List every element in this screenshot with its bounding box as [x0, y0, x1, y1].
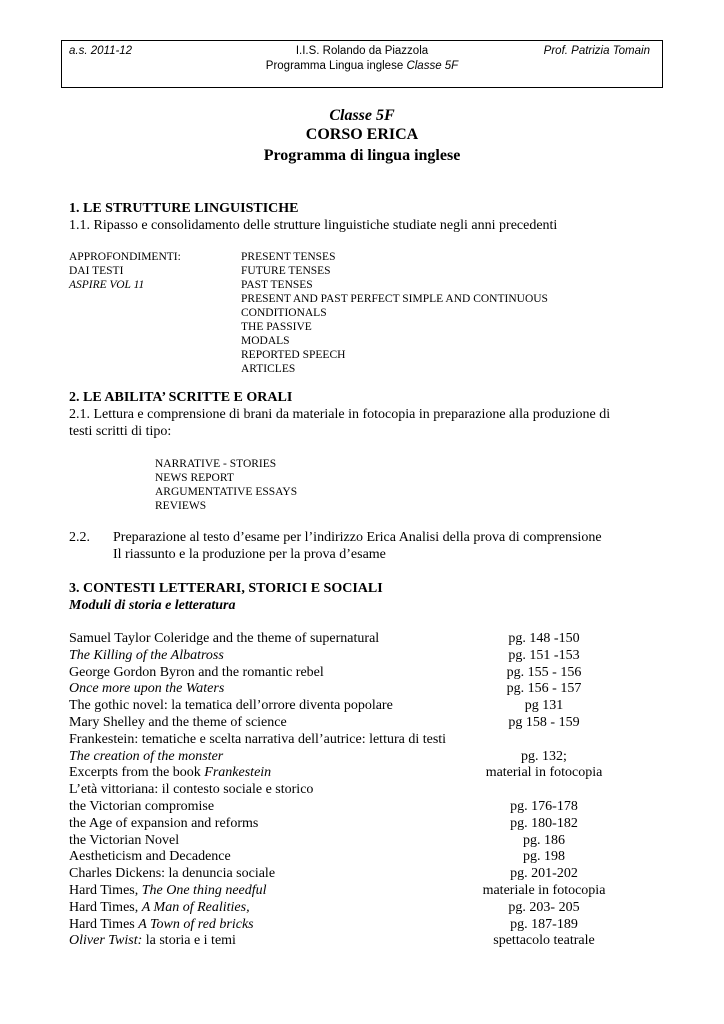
section-3-heading: 3. CONTESTI LETTERARI, STORICI E SOCIALI	[69, 581, 383, 596]
section-2-sub-line1: 2.1. Lettura e comprensione di brani da materiale in fotocopia in preparazione alla produzione di	[69, 407, 611, 422]
topic-text: Aestheticism and Decadence	[69, 849, 231, 865]
literature-row	[69, 749, 629, 766]
topic-italic-title: The creation of the monster	[69, 748, 224, 764]
program-line: Programma Lingua inglese Classe 5F	[265, 60, 459, 72]
literature-topic	[69, 782, 313, 798]
topic-text: Samuel Taylor Coleridge and the theme of supernatural	[69, 631, 380, 646]
topic-italic-title: The Killing of the Albatross	[69, 647, 224, 663]
grammar-item: REPORTED SPEECH	[241, 349, 346, 361]
paragraph-2-2-line1: Preparazione al testo d’esame per l’indirizzo Erica Analisi della prova di comprensione	[113, 530, 602, 545]
page-reference: pg 131	[524, 698, 564, 714]
page-reference: spettacolo teatrale	[493, 933, 595, 949]
grammar-item: MODALS	[241, 335, 290, 347]
page-reference: materiale in fotocopia	[482, 883, 606, 898]
page-reference: pg. 203- 205	[508, 899, 580, 915]
text-type-item: NEWS REPORT	[155, 472, 234, 484]
topic-text: The gothic novel: la tematica dell’orrore diventa popolare	[69, 698, 393, 714]
topic-text: the Victorian compromise	[69, 799, 215, 814]
literature-topic	[69, 681, 224, 697]
topic-text-suffix: la storia e i temi	[142, 933, 236, 949]
topic-text: Hard Times,	[69, 883, 142, 898]
literature-row	[69, 883, 629, 900]
grammar-item: PRESENT TENSES	[241, 251, 336, 263]
literature-row	[69, 799, 629, 816]
literature-topic	[69, 883, 267, 899]
page-reference: pg. 187-189	[510, 916, 578, 932]
page-reference: pg. 156 - 157	[506, 681, 582, 697]
topic-text: L’età vittoriana: il contesto sociale e storico	[69, 782, 314, 798]
literature-topic	[69, 631, 379, 647]
topic-italic-title: A Town of red bricks	[138, 916, 254, 932]
section-1-sub: 1.1. Ripasso e consolidamento delle strutture linguistiche studiate negli anni precedenti	[69, 218, 558, 233]
grammar-item: THE PASSIVE	[241, 321, 312, 333]
literature-row	[69, 782, 629, 799]
literature-row	[69, 648, 629, 665]
paragraph-2-2-number: 2.2.	[69, 530, 90, 545]
page-reference: pg. 180-182	[510, 815, 578, 831]
page-reference: pg. 132;	[521, 748, 567, 764]
literature-topic	[69, 849, 231, 865]
literature-topic	[69, 833, 179, 849]
teacher-name: Prof. Patrizia Tomain	[543, 45, 650, 57]
section-2-heading: 2. LE ABILITA’ SCRITTE E ORALI	[69, 390, 293, 405]
literature-row	[69, 866, 629, 883]
page-header	[61, 40, 663, 88]
topic-text: the Age of expansion and reforms	[69, 815, 259, 831]
class-title: Classe 5F	[329, 107, 395, 124]
literature-row	[69, 765, 629, 782]
literature-row	[69, 917, 629, 934]
page-reference: pg. 151 -153	[508, 647, 580, 663]
aspire-label: ASPIRE VOL 11	[69, 279, 145, 291]
program-title: Programma di lingua inglese	[263, 147, 461, 164]
topic-italic-title: Oliver Twist:	[69, 933, 143, 949]
paragraph-2-2-line2: Il riassunto e la produzione per la prova d’esame	[113, 547, 386, 562]
topic-text: George Gordon Byron and the romantic rebel	[69, 664, 324, 680]
grammar-item: CONDITIONALS	[241, 307, 327, 319]
page-reference: pg. 198	[523, 849, 565, 865]
literature-topic	[69, 799, 214, 815]
literature-topic	[69, 866, 275, 882]
literature-topic	[69, 665, 324, 681]
topic-italic-title: Frankestein	[204, 765, 272, 781]
section-2-sub-line2: testi scritti di tipo:	[69, 424, 172, 439]
topic-text: Excerpts from the book	[69, 765, 205, 781]
literature-row	[69, 631, 629, 648]
literature-topic	[69, 698, 393, 714]
literature-topic	[69, 933, 236, 949]
page-reference: pg. 186	[523, 832, 565, 848]
grammar-item: PRESENT AND PAST PERFECT SIMPLE AND CONTINUOUS	[241, 293, 548, 305]
literature-topic	[69, 732, 446, 748]
topic-italic-title: A Man of Realities,	[141, 899, 250, 915]
literature-row	[69, 715, 629, 732]
literature-topic	[69, 715, 287, 731]
literature-row	[69, 816, 629, 833]
literature-row	[69, 698, 629, 715]
dai-testi-label: DAI TESTI	[69, 265, 124, 277]
topic-text: Hard Times	[69, 916, 139, 932]
topic-text: the Victorian Novel	[69, 832, 180, 848]
grammar-item: FUTURE TENSES	[241, 265, 331, 277]
grammar-item: PAST TENSES	[241, 279, 313, 291]
page-reference: material in fotocopia	[485, 765, 603, 781]
literature-row	[69, 665, 629, 682]
literature-row	[69, 732, 629, 749]
literature-topic	[69, 900, 250, 916]
literature-row	[69, 849, 629, 866]
section-3-subheading: Moduli di storia e letteratura	[69, 598, 236, 613]
literature-row	[69, 681, 629, 698]
page-reference: pg 158 - 159	[508, 715, 580, 730]
literature-topic	[69, 648, 224, 664]
page-reference: pg. 176-178	[510, 799, 578, 814]
approfondimenti-label: APPROFONDIMENTI:	[69, 251, 181, 263]
topic-italic-title: Once more upon the Waters	[69, 681, 225, 697]
page-reference: pg. 201-202	[510, 866, 578, 882]
text-type-item: ARGUMENTATIVE ESSAYS	[155, 486, 298, 498]
literature-topic	[69, 917, 254, 933]
text-type-item: NARRATIVE - STORIES	[155, 458, 277, 470]
topic-text: Frankestein: tematiche e scelta narrativa dell’autrice: lettura di testi	[69, 731, 447, 747]
topic-italic-title: The One thing needful	[141, 883, 267, 898]
topic-text: Mary Shelley and the theme of science	[69, 715, 287, 730]
literature-topic	[69, 816, 258, 832]
course-title: CORSO ERICA	[305, 126, 419, 143]
school-name: I.I.S. Rolando da Piazzola	[295, 45, 429, 57]
grammar-item: ARTICLES	[241, 363, 296, 375]
topic-text: Hard Times,	[69, 899, 142, 915]
literature-row	[69, 900, 629, 917]
literature-row	[69, 833, 629, 850]
page-reference: pg. 155 - 156	[506, 664, 582, 680]
text-type-item: REVIEWS	[155, 500, 207, 512]
page-reference: pg. 148 -150	[508, 631, 580, 646]
school-year: a.s. 2011-12	[69, 45, 133, 57]
section-1-heading: 1. LE STRUTTURE LINGUISTICHE	[69, 201, 299, 216]
literature-row	[69, 933, 629, 950]
literature-topic	[69, 765, 271, 781]
literature-topic	[69, 749, 223, 765]
topic-text: Charles Dickens: la denuncia sociale	[69, 866, 276, 882]
